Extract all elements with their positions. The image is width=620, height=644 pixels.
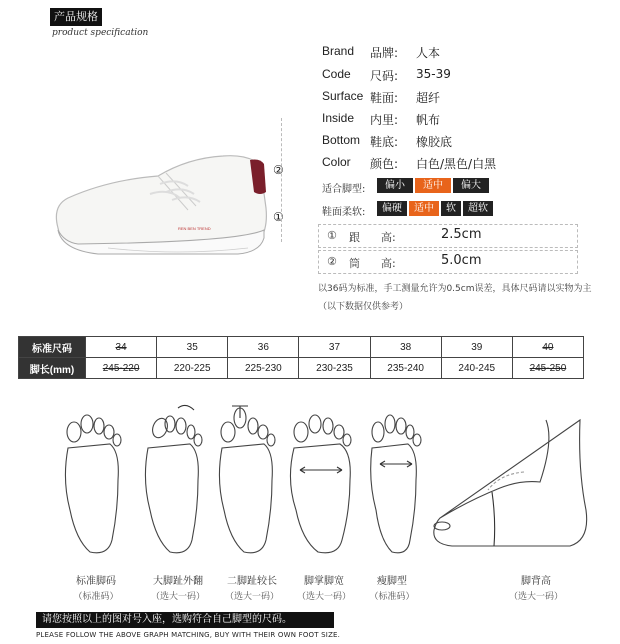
instruction-english: PLEASE FOLLOW THE ABOVE GRAPH MATCHING, BUY WITH THEIR OWN FOOT SIZE. [36, 631, 341, 639]
softness-option: 超软 [463, 201, 493, 216]
size-cell: 38 [370, 337, 441, 358]
foot-standard-icon [65, 415, 121, 553]
spec-code-en: Code [322, 67, 351, 81]
foot-sub: （标准码） [73, 592, 119, 602]
length-cell: 245-250 [512, 358, 583, 379]
marker-heel: ① [273, 210, 284, 224]
softness-rating [377, 201, 493, 216]
fit-option: 偏小 [377, 178, 413, 193]
length-row [19, 358, 584, 379]
measure-line [281, 118, 282, 242]
spec-surface-cn: 鞋面: [370, 91, 399, 105]
foot-label: 标准脚码 [76, 576, 116, 587]
size-cell: 36 [228, 337, 299, 358]
fit-option: 偏大 [453, 178, 489, 193]
spec-inside-cn: 内里: [370, 113, 399, 127]
foot-caption-high-instep [496, 572, 576, 602]
reference-note: （以下数据仅供参考） [318, 302, 409, 312]
spec-bottom-val: 橡胶底 [416, 135, 453, 149]
spec-color-val: 白色/黑色/白黑 [416, 157, 497, 171]
spec-code-val: 35-39 [416, 67, 451, 81]
shaft-marker: ② [327, 255, 337, 268]
size-cell: 40 [512, 337, 583, 358]
shoe-logo-text: REN BEN TREND [178, 226, 211, 231]
heel-marker: ① [327, 229, 337, 242]
foot-sub: （标准码） [369, 592, 415, 602]
spec-inside-en: Inside [322, 111, 355, 125]
spec-brand-en: Brand [322, 44, 355, 58]
heel-height-value: 2.5cm [441, 227, 482, 242]
shaft-height-row [318, 250, 578, 274]
foot-caption-standard [60, 572, 132, 602]
shaft-name: 筒 [349, 257, 360, 270]
foot-sub: （选大一码） [150, 592, 205, 602]
heel-unit: 高: [381, 231, 396, 244]
heel-name: 跟 [349, 231, 360, 244]
spec-code-cn: 尺码: [370, 69, 399, 83]
instruction-banner: 请您按照以上的图对号入座，选购符合自己脚型的尺码。 [36, 612, 334, 628]
fit-option-selected: 适中 [415, 178, 451, 193]
spec-color-en: Color [322, 155, 351, 169]
foot-label: 大脚趾外翻 [153, 576, 203, 587]
foot-label: 脚背高 [521, 576, 551, 587]
spec-surface-val: 超纤 [416, 91, 441, 105]
spec-brand-cn: 品牌: [370, 46, 399, 60]
shaft-unit: 高: [381, 257, 396, 270]
length-cell: 225-230 [228, 358, 299, 379]
fit-label: 适合脚型: [322, 184, 366, 195]
length-cell: 230-235 [299, 358, 370, 379]
softness-option-selected: 适中 [409, 201, 439, 216]
length-cell: 245-220 [86, 358, 157, 379]
foot-slim-icon [371, 415, 421, 553]
foot-high-instep-icon [434, 420, 587, 546]
foot-label: 脚掌脚宽 [304, 576, 344, 587]
foot-caption-second-toe [212, 572, 292, 602]
size-table [18, 336, 584, 379]
section-title: 产品规格 [50, 8, 102, 26]
length-cell: 235-240 [370, 358, 441, 379]
spec-bottom-cn: 鞋底: [370, 135, 399, 149]
foot-sub: （选大一码） [296, 592, 351, 602]
shaft-height-value: 5.0cm [441, 253, 482, 268]
spec-bottom-en: Bottom [322, 133, 361, 147]
foot-sub: （选大一码） [224, 592, 279, 602]
marker-shaft: ② [273, 163, 284, 177]
spec-inside-val: 帆布 [416, 113, 441, 127]
foot-label: 瘦脚型 [377, 576, 407, 587]
foot-caption-wide [284, 572, 364, 602]
spec-surface-en: Surface [322, 89, 364, 103]
fit-rating [377, 178, 489, 193]
size-row-header: 标准尺码 [19, 337, 86, 358]
foot-caption-slim [356, 572, 428, 602]
size-cell: 35 [157, 337, 228, 358]
shoe-image [38, 118, 288, 278]
size-cell: 37 [299, 337, 370, 358]
size-row [19, 337, 584, 358]
softness-label: 鞋面柔软: [322, 207, 366, 218]
size-cell: 39 [441, 337, 512, 358]
softness-option: 偏硬 [377, 201, 407, 216]
foot-label: 二脚趾较长 [227, 576, 277, 587]
foot-wide-icon [290, 415, 351, 553]
foot-caption-bunion [138, 572, 218, 602]
size-cell: 34 [86, 337, 157, 358]
length-row-header: 脚长(mm) [19, 358, 86, 379]
foot-long-second-toe-icon [219, 406, 275, 553]
foot-bunion-icon [145, 405, 202, 552]
length-cell: 220-225 [157, 358, 228, 379]
length-cell: 240-245 [441, 358, 512, 379]
softness-option: 软 [441, 201, 461, 216]
foot-diagrams [0, 400, 620, 560]
foot-sub: （选大一码） [508, 592, 563, 602]
heel-height-row [318, 224, 578, 248]
spec-color-cn: 颜色: [370, 157, 399, 171]
spec-brand-val: 人本 [416, 46, 441, 60]
measure-note: 以36码为标准，手工测量允许为0.5cm误差，具体尺码请以实物为主 [318, 284, 592, 294]
section-subtitle: product specification [52, 28, 149, 38]
